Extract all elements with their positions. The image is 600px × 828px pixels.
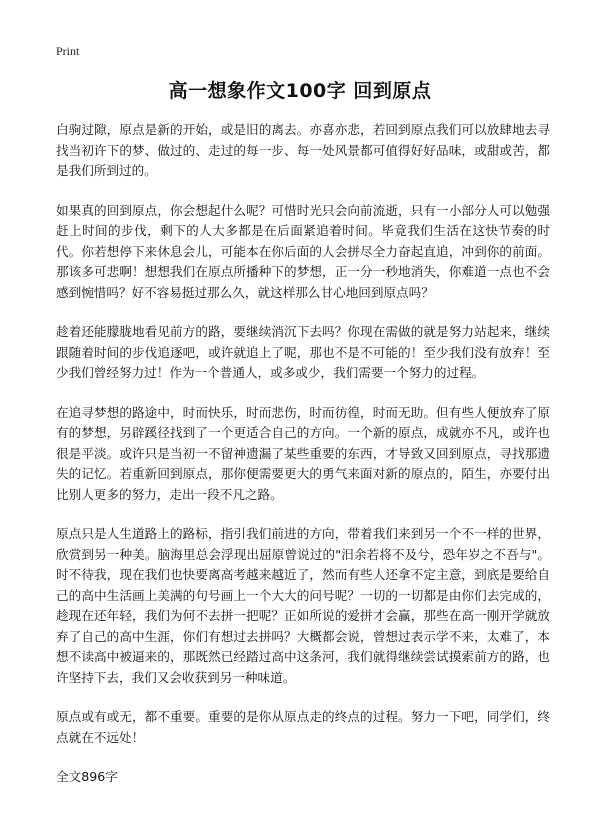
paragraph-5: 原点只是人生道路上的路标，指引我们前进的方向，带着我们来到另一个不一样的世界，欣赏到另一种美。脑海里总会浮现出屈原曾说过的"汨余若将不及兮，恐年岁之不吾与"。时不待我，现在我们也快要离高考越来越近了，然而有些人还拿不定主意，到底是要给自己的高中生活画上美满的句号画上一个大大的问号呢？一切的一切都是由你们去完成的，趁现在还年轻，我们为何不去拼一把呢？正如所说的爱拼才会赢，那些在高一刚开学就放弃了自己的高中生涯，你们有想过去拼吗？大概都会说，曾想过表示学不来，太难了，本想不读高中被逼来的，那既然已经踏过高中这条河，我们就得继续尝试摸索前方的路，也许坚持下去，我们又会收获到另一种味道。 bbox=[56, 526, 550, 685]
paragraph-4: 在追寻梦想的路途中，时而快乐，时而悲伤，时而彷徨，时而无助。但有些人便放弃了原有的梦想，另辟蹊径找到了一个更适合自己的方向。一个新的原点，成就亦不凡，或许也很是平淡。或许只是当初一不留神遗漏了某些重要的东西，才导致又回到原点，寻找那遗失的记忆。若重新回到原点，那你便需要更大的勇气来面对新的原点的，陌生，亦要付出比别人更多的努力，走出一段不凡之路。 bbox=[56, 404, 550, 502]
article-body bbox=[56, 120, 550, 788]
paragraph-3: 趁着还能朦胧地看见前方的路，要继续消沉下去吗？你现在需做的就是努力站起来，继续跟随着时间的步伐追逐吧，或许就追上了呢，那也不是不可能的！至少我们没有放弃！至少我们曾经努力过！作为一个普通人，或多或少，我们需要一个努力的过程。 bbox=[56, 324, 550, 380]
word-count: 全文896字 bbox=[56, 769, 118, 784]
paragraph-6: 原点或有或无，都不重要。重要的是你从原点走的终点的过程。努力一下吧，同学们，终点就在不远处！ bbox=[56, 709, 550, 745]
paragraph-1: 白驹过隙，原点是新的开始，或是旧的离去。亦喜亦悲，若回到原点我们可以放肆地去寻找当初许下的梦、做过的、走过的每一步、每一处风景都可值得好好品味，或甜或苦，都是我们所到过的。 bbox=[56, 122, 550, 178]
print-link[interactable]: Print bbox=[56, 44, 80, 58]
paragraph-2: 如果真的回到原点，你会想起什么呢？可惜时光只会向前流逝，只有一小部分人可以勉强赶上时间的步伐，剩下的人大多都是在后面紧追着时间。毕竟我们生活在这快节奏的时代。你若想停下来休息会儿，可能本在你后面的人会拼尽全力奋起直追，冲到你的前面。那该多可悲啊！想想我们在原点所播种下的梦想，正一分一秒地消失，你难道一点也不会感到惋惜吗？好不容易挺过那么久，就这样那么甘心地回到原点吗？ bbox=[56, 202, 550, 300]
page-title: 高一想象作文100字 回到原点 bbox=[168, 80, 432, 102]
